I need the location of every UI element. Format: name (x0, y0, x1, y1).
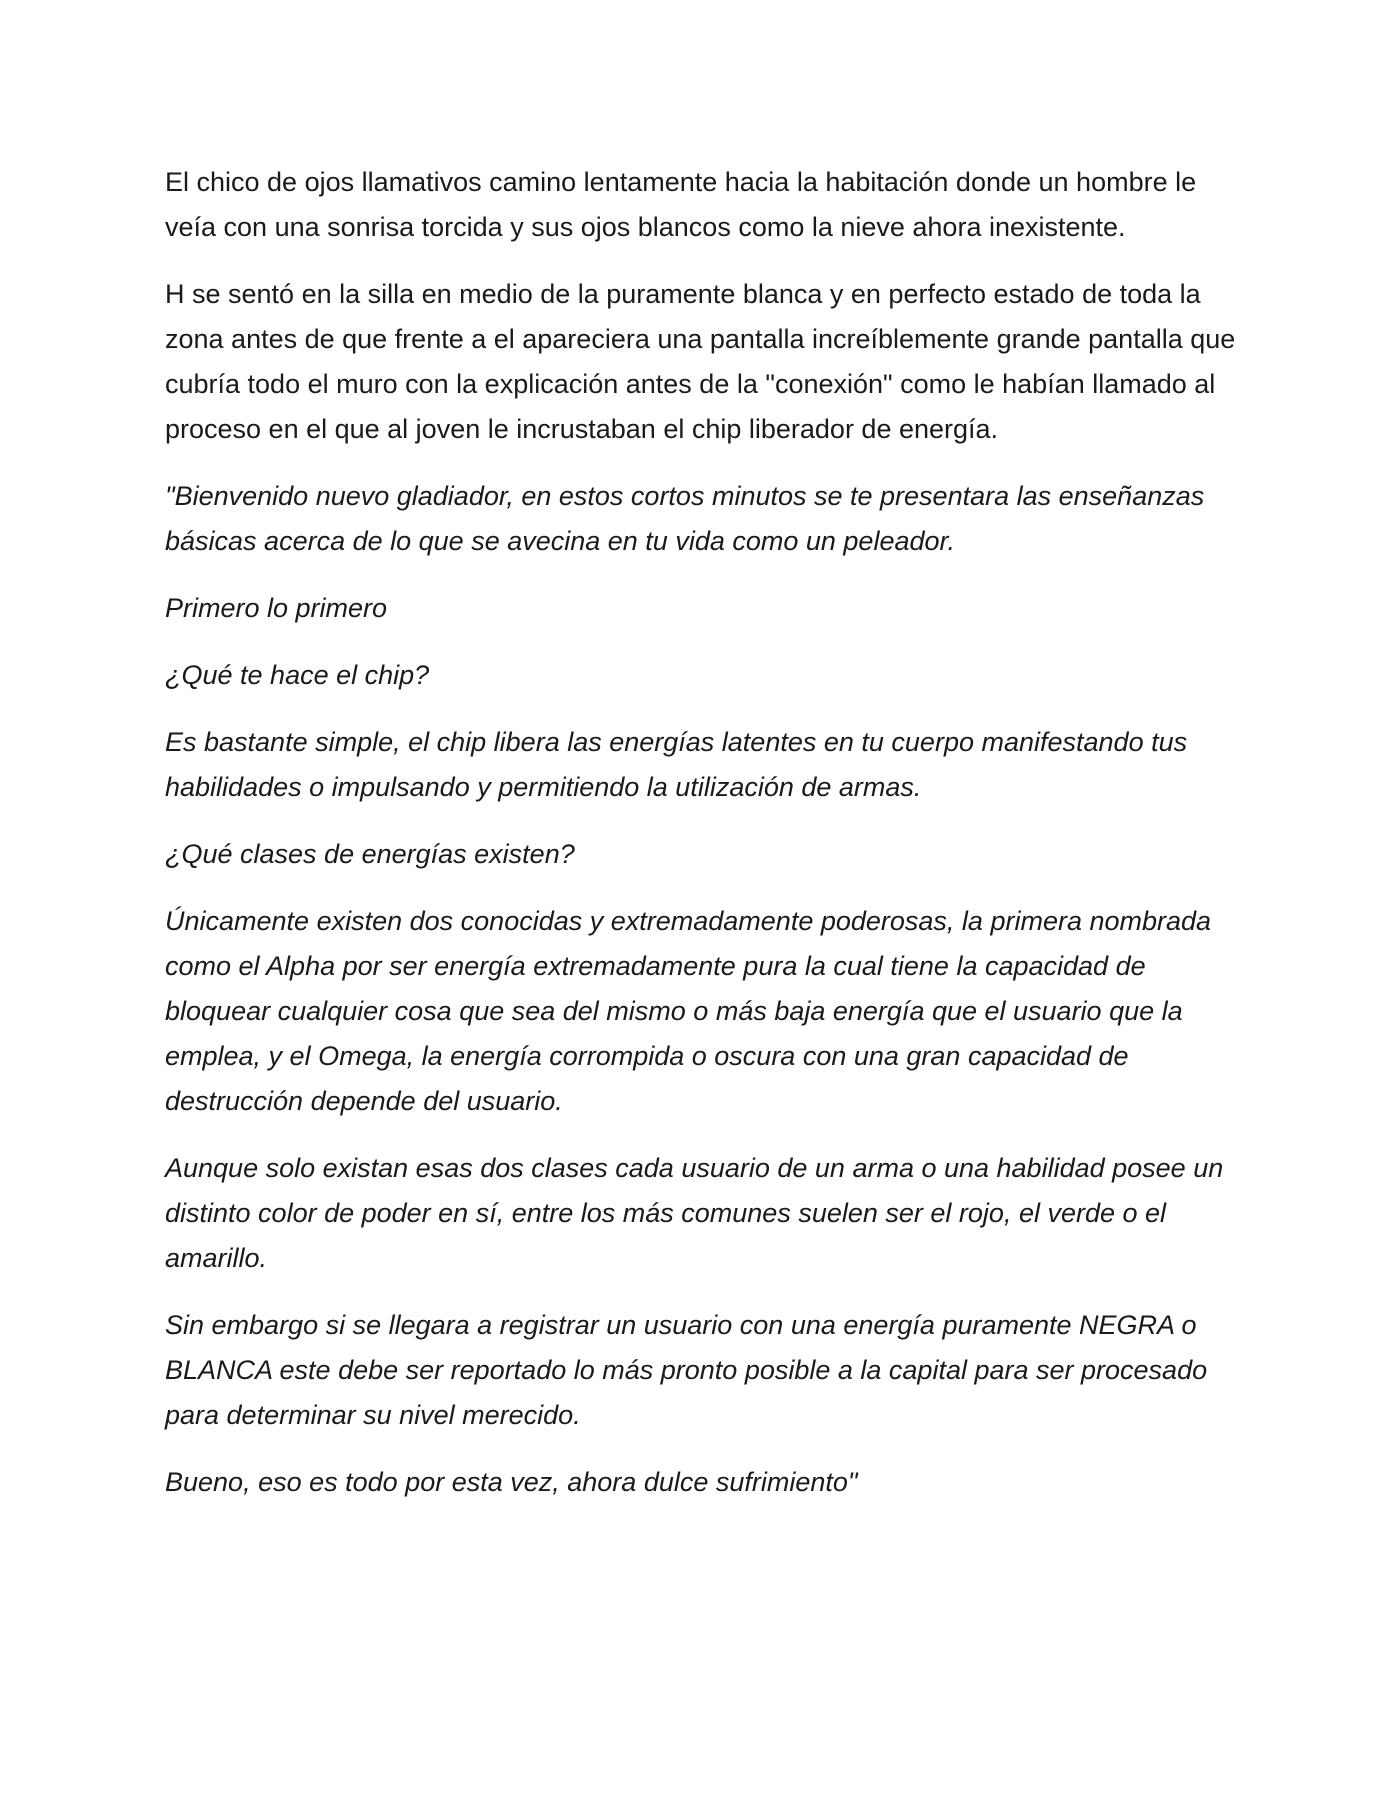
document-body (165, 160, 1250, 1527)
paragraph-welcome: "Bienvenido nuevo gladiador, en estos cortos minutos se te presentara las enseñanzas básicas acerca de lo que se avecina en tu vida como un peleador. (165, 481, 1205, 556)
paragraph-screen: H se sentó en la silla en medio de la puramente blanca y en perfecto estado de toda la zona antes de que frente a el apareciera una pantalla increíblemente grande pantalla que cubría todo el muro con la explicación antes de la "conexión" como le habían llamado al proceso en el que al joven le incrustaban el chip liberador de energía. (165, 279, 1236, 444)
paragraph-question-chip: ¿Qué te hace el chip? (165, 660, 430, 690)
paragraph-answer-energies: Únicamente existen dos conocidas y extremadamente poderosas, la primera nombrada como el Alpha por ser energía extremadamente pura la cual tiene la capacidad de bloquear cualquier cosa que sea del mismo o más baja energía que el usuario que la emplea, y el Omega, la energía corrompida o oscura con una gran capacidad de destrucción depende del usuario. (165, 906, 1212, 1116)
paragraph-first: Primero lo primero (165, 593, 388, 623)
paragraph-answer-chip: Es bastante simple, el chip libera las energías latentes en tu cuerpo manifestando tus habilidades o impulsando y permitiendo la utilización de armas. (165, 727, 1188, 802)
paragraph-colors: Aunque solo existan esas dos clases cada usuario de un arma o una habilidad posee un distinto color de poder en sí, entre los más comunes suelen ser el rojo, el verde o el amarillo. (165, 1153, 1224, 1273)
paragraph-black-white: Sin embargo si se llegara a registrar un usuario con una energía puramente NEGRA o BLANCA este debe ser reportado lo más pronto posible a la capital para ser procesado para determinar su nivel merecido. (165, 1310, 1208, 1430)
paragraph-question-energies: ¿Qué clases de energías existen? (165, 839, 575, 869)
paragraph-intro: El chico de ojos llamativos camino lentamente hacia la habitación donde un hombre le veía con una sonrisa torcida y sus ojos blancos como la nieve ahora inexistente. (165, 167, 1197, 242)
paragraph-closing: Bueno, eso es todo por esta vez, ahora dulce sufrimiento" (165, 1467, 858, 1497)
